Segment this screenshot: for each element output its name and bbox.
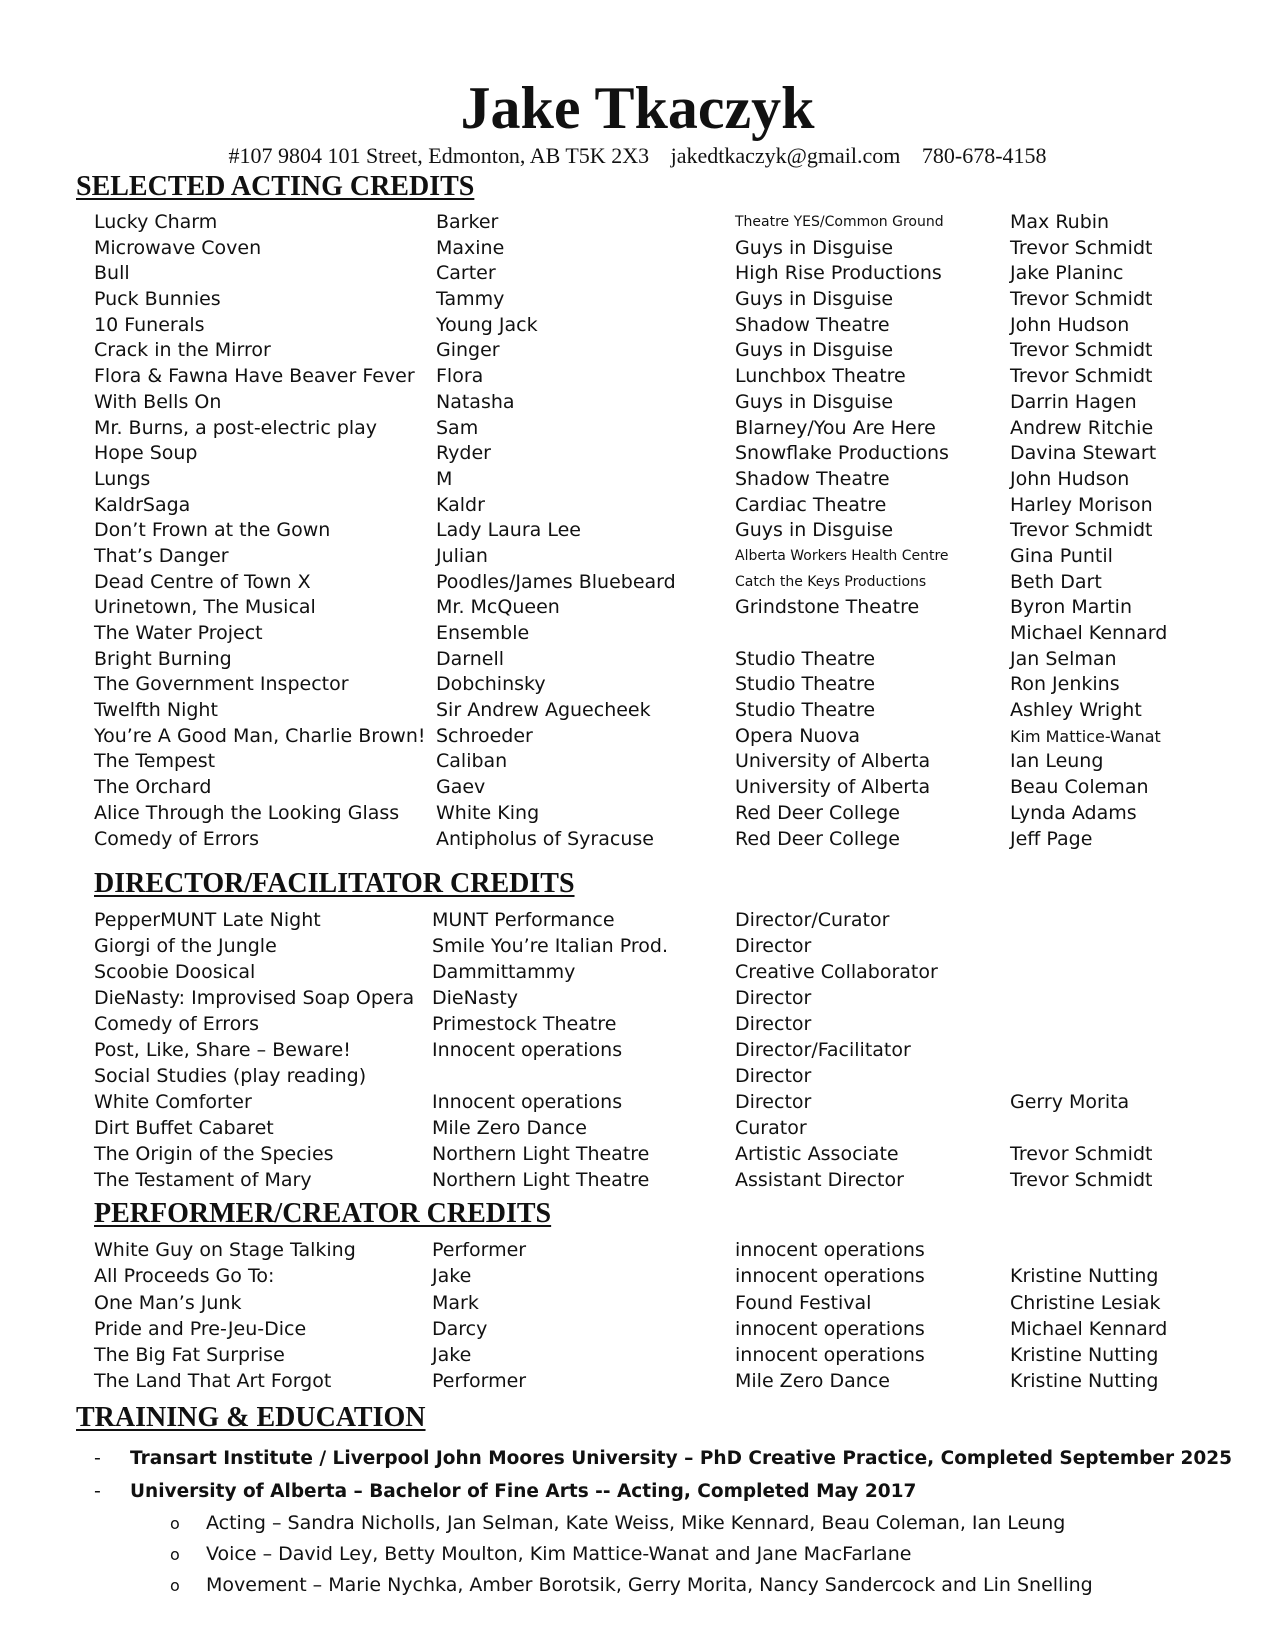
director-credits-table xyxy=(94,907,1214,1193)
credit-company: Assistant Director xyxy=(735,1169,904,1191)
credit-role: Innocent operations xyxy=(432,1039,623,1061)
credit-title: Flora & Fawna Have Beaver Fever xyxy=(94,365,415,388)
phone: 780-678-4158 xyxy=(921,143,1047,168)
credit-role: Innocent operations xyxy=(432,1091,623,1113)
credit-title: Comedy of Errors xyxy=(94,1013,259,1035)
credit-director: Harley Morison xyxy=(1010,493,1153,516)
credit-company: Shadow Theatre xyxy=(735,313,890,336)
credit-role: Ryder xyxy=(436,442,491,465)
acting-credit-row xyxy=(94,338,1214,364)
credit-director: Kristine Nutting xyxy=(1010,1344,1159,1367)
credit-director: Trevor Schmidt xyxy=(1010,519,1153,542)
director-credit-row xyxy=(94,1037,1214,1063)
credit-title: Post, Like, Share – Beware! xyxy=(94,1039,351,1061)
credit-role: Performer xyxy=(432,1239,527,1261)
credit-director: Gina Puntil xyxy=(1010,544,1113,567)
credit-company: Artistic Associate xyxy=(735,1143,899,1165)
credit-company: Director/Facilitator xyxy=(735,1039,911,1061)
credit-company: Catch the Keys Productions xyxy=(735,573,927,590)
resume-name: Jake Tkaczyk xyxy=(460,75,815,141)
credit-role: Northern Light Theatre xyxy=(432,1169,650,1191)
acting-credit-row xyxy=(94,647,1214,673)
acting-credit-row xyxy=(94,287,1214,313)
acting-credit-row xyxy=(94,390,1214,416)
credit-director: Byron Martin xyxy=(1010,596,1132,619)
credit-role: Primestock Theatre xyxy=(432,1013,617,1035)
training-list xyxy=(94,1442,1233,1601)
credit-company: Studio Theatre xyxy=(735,699,876,722)
credit-company: Cardiac Theatre xyxy=(735,493,887,516)
credit-director: Trevor Schmidt xyxy=(1010,1143,1153,1165)
performer-credit-row xyxy=(94,1290,1214,1316)
credit-role: Gaev xyxy=(436,776,486,799)
credit-role: White King xyxy=(436,801,540,824)
training-detail xyxy=(94,1570,1224,1601)
credit-company: innocent operations xyxy=(735,1344,925,1367)
credit-company: Director xyxy=(735,1065,812,1087)
credit-title: The Government Inspector xyxy=(94,673,349,696)
credit-title: Lucky Charm xyxy=(94,211,218,233)
credit-role: Mr. McQueen xyxy=(436,596,560,619)
degree-item xyxy=(94,1442,1233,1475)
training-voice: Voice – David Ley, Betty Moulton, Kim Mattice-Wanat and Jane MacFarlane xyxy=(206,1543,912,1565)
credit-title: Don’t Frown at the Gown xyxy=(94,519,331,542)
performer-credit-row xyxy=(94,1342,1214,1368)
credit-director: Jeff Page xyxy=(1010,827,1093,850)
credit-director: Gerry Morita xyxy=(1010,1091,1130,1113)
acting-credit-row xyxy=(94,698,1214,724)
credit-role: Performer xyxy=(432,1370,527,1393)
email: jakedtkaczyk@gmail.com xyxy=(670,143,901,168)
credit-company: Guys in Disguise xyxy=(735,519,894,542)
credit-role: Mile Zero Dance xyxy=(432,1117,587,1139)
credit-title: Hope Soup xyxy=(94,442,198,465)
credit-title: Giorgi of the Jungle xyxy=(94,935,277,957)
acting-credit-row xyxy=(94,672,1214,698)
credit-director: Andrew Ritchie xyxy=(1010,416,1154,439)
credit-role: DieNasty xyxy=(432,987,519,1009)
acting-credit-row xyxy=(94,236,1214,262)
training-detail xyxy=(94,1539,1224,1570)
credit-director: Kim Mattice-Wanat xyxy=(1010,726,1161,746)
credit-role: Darnell xyxy=(436,647,505,670)
credit-director: Beth Dart xyxy=(1010,570,1102,593)
credit-company: University of Alberta xyxy=(735,776,931,799)
credit-title: With Bells On xyxy=(94,390,222,413)
director-credit-row xyxy=(94,1115,1214,1141)
credit-title: The Big Fat Surprise xyxy=(94,1344,285,1367)
circle-bullet: o xyxy=(170,1514,180,1533)
acting-credit-row xyxy=(94,749,1214,775)
credit-company: Creative Collaborator xyxy=(735,961,938,983)
credit-company: Curator xyxy=(735,1117,807,1139)
circle-bullet: o xyxy=(170,1576,180,1595)
credit-title: Puck Bunnies xyxy=(94,288,221,311)
credit-director: Michael Kennard xyxy=(1010,1317,1168,1340)
credit-role: Lady Laura Lee xyxy=(436,519,581,542)
credit-role: Dobchinsky xyxy=(436,673,546,696)
credit-company: Guys in Disguise xyxy=(735,288,894,311)
performer-credit-row xyxy=(94,1316,1214,1342)
credit-director: Ian Leung xyxy=(1010,750,1104,773)
performer-heading: PERFORMER/CREATOR CREDITS xyxy=(94,1198,552,1229)
credit-company: Snowflake Productions xyxy=(735,442,949,465)
credit-director: Trevor Schmidt xyxy=(1010,288,1153,311)
credit-company: Found Festival xyxy=(735,1291,872,1314)
director-credit-row xyxy=(94,907,1214,933)
credit-director: Kristine Nutting xyxy=(1010,1370,1159,1393)
credit-company: Shadow Theatre xyxy=(735,467,890,490)
credit-role: Carter xyxy=(436,262,496,285)
director-credit-row xyxy=(94,1167,1214,1193)
credit-director: Lynda Adams xyxy=(1010,801,1137,824)
credit-director: Max Rubin xyxy=(1010,211,1110,233)
credit-company: Red Deer College xyxy=(735,801,900,824)
acting-credit-row xyxy=(94,441,1214,467)
acting-credit-row xyxy=(94,467,1214,493)
credit-role: Darcy xyxy=(432,1317,488,1340)
credit-title: Microwave Coven xyxy=(94,236,262,259)
credit-title: Bull xyxy=(94,262,130,285)
credit-title: One Man’s Junk xyxy=(94,1291,242,1314)
acting-credit-row xyxy=(94,775,1214,801)
credit-role: MUNT Performance xyxy=(432,909,615,931)
credit-director: John Hudson xyxy=(1010,313,1130,336)
credit-title: Urinetown, The Musical xyxy=(94,596,316,619)
credit-role: Ensemble xyxy=(436,622,530,644)
credit-company: High Rise Productions xyxy=(735,262,942,285)
credit-title: White Comforter xyxy=(94,1091,252,1113)
credit-role: Sir Andrew Aguecheek xyxy=(436,699,651,722)
performer-credit-row xyxy=(94,1237,1214,1263)
credit-role: Antipholus of Syracuse xyxy=(436,827,654,850)
acting-credit-row xyxy=(94,595,1214,621)
credit-company: Studio Theatre xyxy=(735,673,876,696)
credit-role: Caliban xyxy=(436,750,508,773)
credit-company: Alberta Workers Health Centre xyxy=(735,547,949,564)
credit-title: The Testament of Mary xyxy=(94,1169,312,1191)
credit-role: Smile You’re Italian Prod. xyxy=(432,935,668,957)
credit-title: Lungs xyxy=(94,467,151,490)
credit-company: Guys in Disguise xyxy=(735,339,894,362)
credit-director: Michael Kennard xyxy=(1010,622,1168,644)
credit-director: Ron Jenkins xyxy=(1010,673,1120,696)
director-credit-row xyxy=(94,1141,1214,1167)
degree-item xyxy=(94,1475,1224,1508)
credit-director: Darrin Hagen xyxy=(1010,390,1137,413)
credit-title: Alice Through the Looking Glass xyxy=(94,801,400,824)
acting-credit-row xyxy=(94,416,1214,442)
credit-company: Director xyxy=(735,1013,812,1035)
acting-credit-row xyxy=(94,518,1214,544)
acting-credit-row xyxy=(94,210,1214,236)
credit-director: Kristine Nutting xyxy=(1010,1265,1159,1288)
credit-role: Jake xyxy=(432,1344,472,1367)
credit-director: Trevor Schmidt xyxy=(1010,1169,1153,1191)
credit-role: Kaldr xyxy=(436,493,485,516)
director-credit-row xyxy=(94,1063,1214,1089)
credit-role: Jake xyxy=(432,1265,472,1288)
training-detail xyxy=(94,1508,1224,1539)
credit-role: Poodles/James Bluebeard xyxy=(436,570,676,593)
credit-role: Young Jack xyxy=(436,313,538,336)
credit-director: John Hudson xyxy=(1010,467,1130,490)
credit-role: Mark xyxy=(432,1291,479,1314)
credit-title: Crack in the Mirror xyxy=(94,339,271,362)
acting-credit-row xyxy=(94,801,1214,827)
credit-director: Christine Lesiak xyxy=(1010,1291,1161,1314)
acting-heading: SELECTED ACTING CREDITS xyxy=(76,171,475,202)
training-movement: Movement – Marie Nychka, Amber Borotsik, Gerry Morita, Nancy Sandercock and Lin Snelling xyxy=(206,1574,1093,1596)
credit-role: Natasha xyxy=(436,390,515,413)
credit-company: Director xyxy=(735,987,812,1009)
credit-company: Director xyxy=(735,935,812,957)
dash-bullet: - xyxy=(94,1480,101,1502)
credit-company: Theatre YES/Common Ground xyxy=(735,214,944,230)
credit-role: M xyxy=(436,467,453,490)
director-credit-row xyxy=(94,985,1214,1011)
credit-role: Ginger xyxy=(436,339,500,362)
director-credit-row xyxy=(94,1011,1214,1037)
acting-credits-table xyxy=(94,210,1214,852)
credit-role: Maxine xyxy=(436,236,505,259)
credit-title: The Water Project xyxy=(94,622,263,644)
credit-title: Pride and Pre-Jeu-Dice xyxy=(94,1317,307,1340)
credit-director: Beau Coleman xyxy=(1010,776,1149,799)
credit-director: Trevor Schmidt xyxy=(1010,365,1153,388)
credit-title: Twelfth Night xyxy=(94,699,218,722)
credit-company: Studio Theatre xyxy=(735,647,876,670)
acting-credit-row xyxy=(94,621,1214,647)
director-credit-row xyxy=(94,1089,1214,1115)
credit-title: Dead Centre of Town X xyxy=(94,570,311,593)
acting-credit-row xyxy=(94,493,1214,519)
credit-director: Jake Planinc xyxy=(1010,262,1124,285)
credit-company: Director/Curator xyxy=(735,909,890,931)
credit-title: Mr. Burns, a post-electric play xyxy=(94,416,378,439)
credit-company: innocent operations xyxy=(735,1265,925,1288)
credit-title: 10 Funerals xyxy=(94,313,205,336)
credit-director: Trevor Schmidt xyxy=(1010,236,1153,259)
credit-title: Bright Burning xyxy=(94,647,232,670)
credit-company: Grindstone Theatre xyxy=(735,596,920,619)
acting-credit-row xyxy=(94,827,1214,853)
credit-title: Social Studies (play reading) xyxy=(94,1065,367,1087)
credit-role: Northern Light Theatre xyxy=(432,1143,650,1165)
credit-company: innocent operations xyxy=(735,1317,925,1340)
degree-phd: Transart Institute / Liverpool John Moores University – PhD Creative Practice, Completed September 2025 xyxy=(130,1448,1233,1469)
acting-credit-row xyxy=(94,724,1214,750)
dash-bullet: - xyxy=(94,1447,101,1469)
credit-company: University of Alberta xyxy=(735,750,931,773)
acting-credit-row xyxy=(94,570,1214,596)
director-credit-row xyxy=(94,933,1214,959)
credit-title: The Orchard xyxy=(94,776,212,799)
credit-director: Davina Stewart xyxy=(1010,442,1157,465)
credit-company: innocent operations xyxy=(735,1239,925,1261)
performer-credits-table xyxy=(94,1237,1214,1395)
credit-role: Julian xyxy=(436,544,488,567)
training-heading: TRAINING & EDUCATION xyxy=(76,1402,426,1433)
credit-title: Dirt Buffet Cabaret xyxy=(94,1117,274,1139)
director-heading: DIRECTOR/FACILITATOR CREDITS xyxy=(94,868,575,899)
credit-role: Flora xyxy=(436,365,484,388)
credit-company: Red Deer College xyxy=(735,827,900,850)
credit-title: PepperMUNT Late Night xyxy=(94,909,321,931)
credit-director: Ashley Wright xyxy=(1010,699,1142,722)
credit-company: Lunchbox Theatre xyxy=(735,365,906,388)
credit-title: You’re A Good Man, Charlie Brown! xyxy=(94,724,426,747)
circle-bullet: o xyxy=(170,1545,180,1564)
performer-credit-row xyxy=(94,1368,1214,1394)
credit-company: Guys in Disguise xyxy=(735,390,894,413)
credit-company: Blarney/You Are Here xyxy=(735,416,936,439)
credit-role: Schroeder xyxy=(436,724,533,747)
credit-role: Sam xyxy=(436,416,479,439)
credit-title: The Origin of the Species xyxy=(94,1143,334,1165)
acting-credit-row xyxy=(94,544,1214,570)
credit-company: Mile Zero Dance xyxy=(735,1370,890,1393)
acting-credit-row xyxy=(94,364,1214,390)
credit-title: White Guy on Stage Talking xyxy=(94,1239,356,1261)
acting-credit-row xyxy=(94,313,1214,339)
credit-company: Opera Nuova xyxy=(735,724,860,747)
credit-director: Trevor Schmidt xyxy=(1010,339,1153,362)
credit-role: Barker xyxy=(436,211,499,233)
credit-company: Guys in Disguise xyxy=(735,236,894,259)
credit-title: Scoobie Doosical xyxy=(94,961,256,983)
address: #107 9804 101 Street, Edmonton, AB T5K 2X3 xyxy=(228,143,650,168)
credit-company: Director xyxy=(735,1091,812,1113)
credit-director: Jan Selman xyxy=(1010,647,1117,670)
credit-title: All Proceeds Go To: xyxy=(94,1265,275,1288)
contact-line xyxy=(0,142,1275,170)
credit-role: Dammittammy xyxy=(432,961,576,983)
credit-title: Comedy of Errors xyxy=(94,827,259,850)
credit-title: KaldrSaga xyxy=(94,493,191,516)
degree-bfa: University of Alberta – Bachelor of Fine Arts -- Acting, Completed May 2017 xyxy=(130,1481,917,1502)
credit-role: Tammy xyxy=(436,288,505,311)
training-acting: Acting – Sandra Nicholls, Jan Selman, Kate Weiss, Mike Kennard, Beau Coleman, Ian Leung xyxy=(206,1512,1066,1534)
credit-title: That’s Danger xyxy=(94,544,229,567)
credit-title: DieNasty: Improvised Soap Opera xyxy=(94,987,415,1009)
acting-credit-row xyxy=(94,261,1214,287)
credit-title: The Land That Art Forgot xyxy=(94,1370,332,1393)
performer-credit-row xyxy=(94,1263,1214,1289)
credit-title: The Tempest xyxy=(94,750,216,773)
director-credit-row xyxy=(94,959,1214,985)
